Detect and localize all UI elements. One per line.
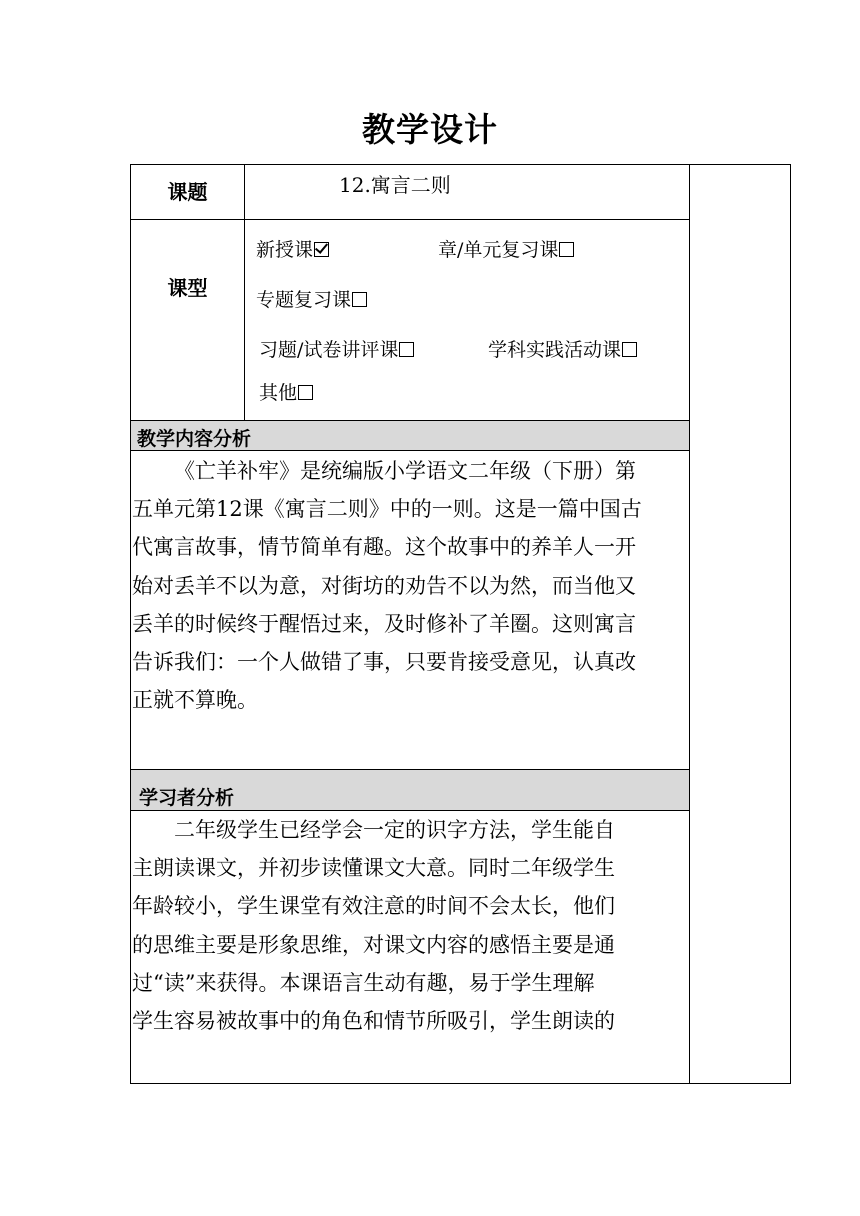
paragraph-line: 五单元第12课《寓言二则》中的一则。这是一篇中国古 (132, 497, 642, 522)
checkbox-icon (559, 242, 574, 257)
paragraph-line: 年龄较小，学生课堂有效注意的时间不会太长，他们 (132, 894, 615, 919)
checkbox-icon (399, 342, 414, 357)
paragraph-line: 始对丢羊不以为意，对街坊的劝告不以为然，而当他又 (132, 573, 636, 598)
type-option-practice (488, 335, 637, 362)
type-option-label: 学科实践活动课 (488, 339, 622, 361)
lesson-label: 课题 (167, 180, 208, 204)
paragraph-line: 过“读”来获得。本课语言生动有趣，易于学生理解 (132, 970, 595, 995)
paragraph-line: 学生容易被故事中的角色和情节所吸引，学生朗读的 (132, 1009, 615, 1034)
learner-analysis-text (132, 811, 688, 1040)
checkbox-icon (622, 342, 637, 357)
type-option-label: 专题复习课 (256, 289, 352, 311)
type-option-topic-review (256, 285, 367, 312)
type-option-unit-review (438, 235, 574, 262)
content-analysis-heading: 教学内容分析 (137, 428, 252, 450)
paragraph-line: 的思维主要是形象思维，对课文内容的感悟主要是通 (132, 932, 615, 957)
paragraph-line: 告诉我们：一个人做错了事，只要肯接受意见，认真改 (132, 650, 636, 675)
paragraph-line: 主朗读课文，并初步读懂课文大意。同时二年级学生 (132, 856, 615, 881)
paragraph-line: 代寓言故事，情节简单有趣。这个故事中的养羊人一开 (132, 535, 636, 560)
type-option-label: 章/单元复习课 (438, 239, 559, 261)
type-option-label: 习题/试卷讲评课 (259, 339, 399, 361)
lesson-title: 12.寓言二则 (339, 173, 451, 197)
type-option-label: 新授课 (256, 239, 314, 261)
right-column-divider (689, 164, 690, 1084)
paragraph-line: 丢羊的时候终于醒悟过来，及时修补了羊圈。这则寓言 (132, 611, 636, 636)
label-column-divider (244, 164, 245, 420)
checkbox-icon (298, 385, 313, 400)
checked-checkbox-icon (314, 242, 329, 257)
content-analysis-text (132, 452, 688, 719)
type-option-label: 其他 (259, 382, 298, 404)
paragraph-line: 正就不算晚。 (132, 688, 258, 713)
page-title: 教学设计 (362, 110, 498, 149)
type-option-other (259, 378, 313, 405)
paragraph-line: 《亡羊补牢》是统编版小学语文二年级（下册）第 (174, 459, 636, 483)
type-option-exercise-review (259, 335, 414, 362)
paragraph-line: 二年级学生已经学会一定的识字方法，学生能自 (174, 818, 615, 842)
checkbox-icon (352, 292, 367, 307)
type-label: 课型 (167, 276, 208, 300)
learner-analysis-heading: 学习者分析 (139, 787, 235, 809)
row-divider (130, 219, 689, 220)
type-option-new (256, 235, 329, 262)
